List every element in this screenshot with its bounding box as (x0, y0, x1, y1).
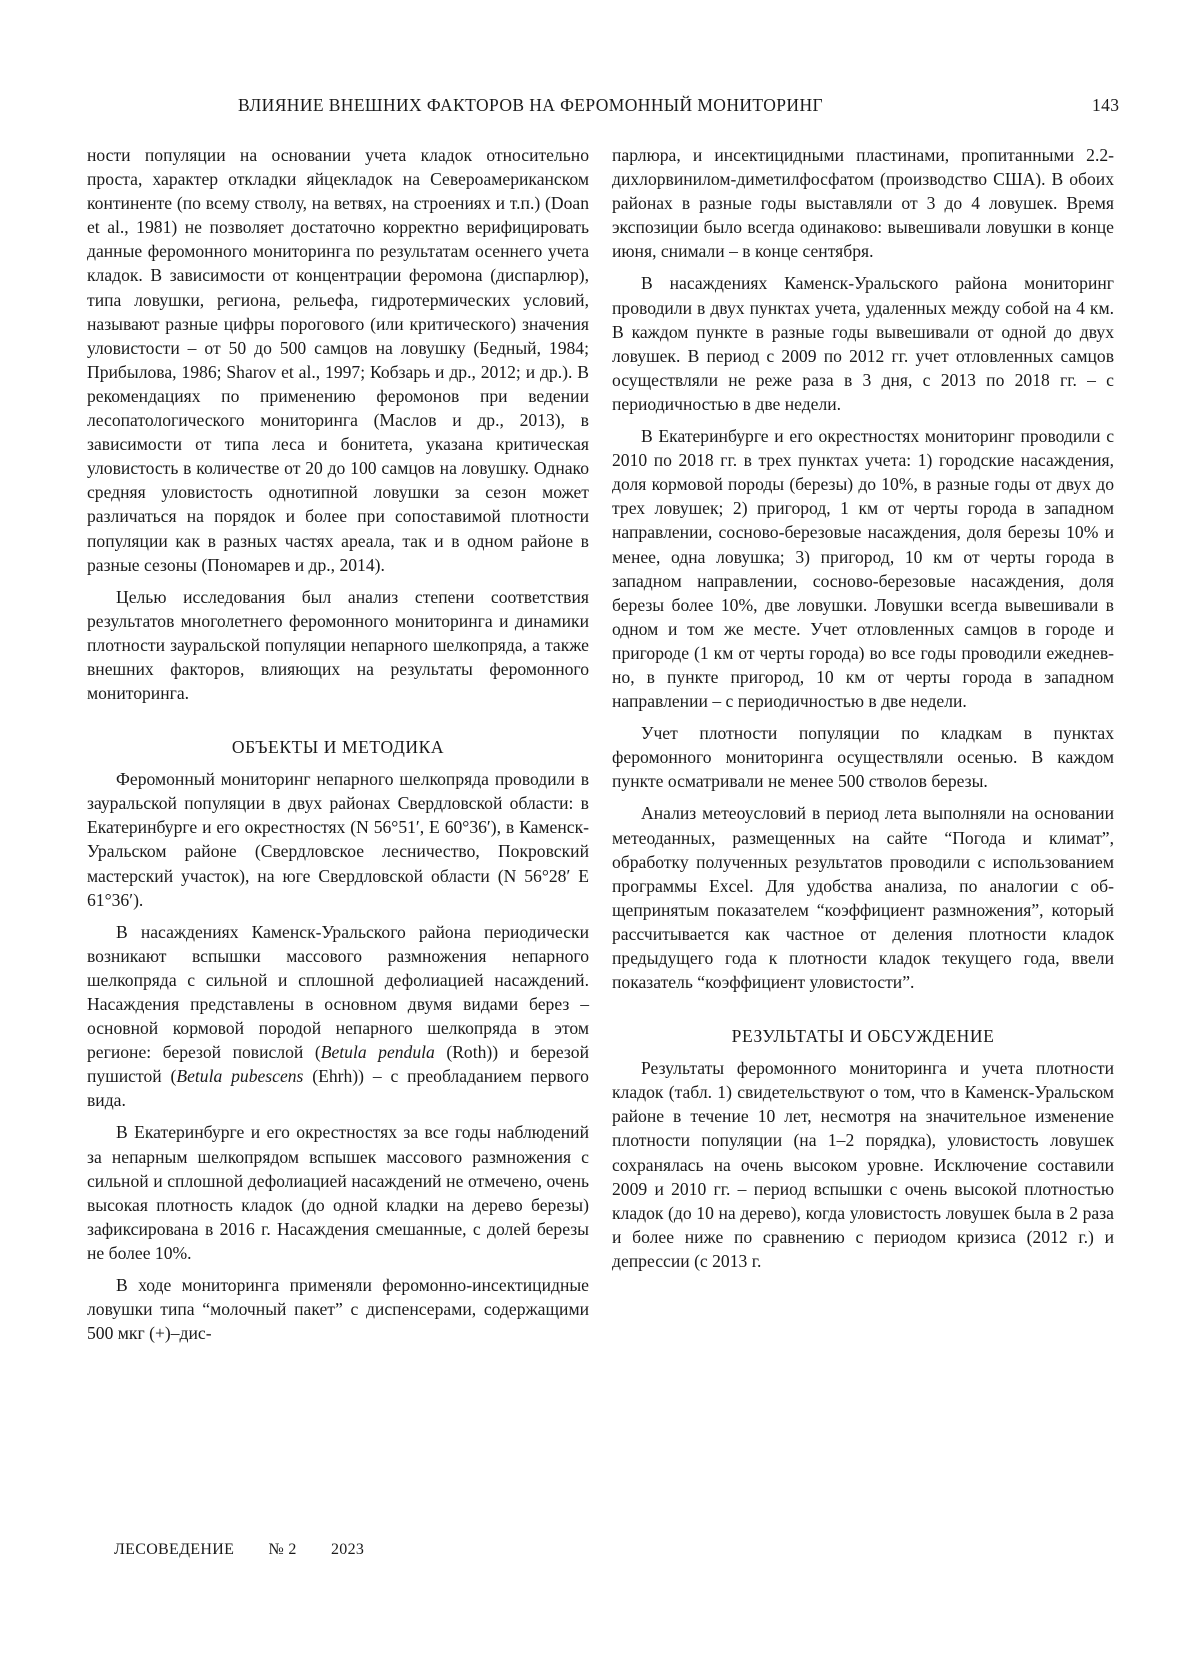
running-head (0, 95, 1200, 119)
page-number: 143 (1092, 95, 1120, 115)
running-title: ВЛИЯНИЕ ВНЕШНИХ ФАКТОРОВ НА ФЕРОМОННЫЙ МОНИТОРИНГ (238, 95, 824, 115)
paragraph: парлюра, и инсектицидными пластинами, пропитанными 2.2-дихлорвинилом-диметилфосфатом (производство США). В обоих районах в разные годы выставляли от 3 до 4 ловушек. Время экспозиции было всегда одинаково: вывешивали ловушки в конце июня, снимали – в конце сентября. (612, 145, 1114, 262)
paragraph: Феромонный мониторинг непарного шелкопряда проводили в зауральской популяции в двух районах Свердловской области: в Екатеринбурге и его окрестностях (N 56°51′, E 60°36′), в Каменск-Уральском районе (Свердловское лесничество, Покровский мастерский участок), на юге Свердловской области (N 56°28′ E 61°36′). (87, 769, 589, 910)
journal-name: ЛЕСОВЕДЕНИЕ (114, 1541, 235, 1558)
paragraph: В насаждениях Каменск-Уральского района мониторинг проводили в двух пунктах учета, удаленных между собой на 4 км. В каждом пункте в разные годы вывешивали от одной до двух ловушек. В период с 2009 по 2012 гг. учет отловленных самцов осуществляли не реже раза в 3 дня, с 2013 по 2018 гг. – с периодичностью в две недели. (612, 273, 1114, 414)
paragraph: Целью исследования был анализ степени соответствия результатов многолетнего феромонного мониторинга и динамики плотности зауральской популяции непарного шелкопряда, а также внешних факторов, влияющих на результаты феромонного мониторинга. (87, 586, 589, 704)
section-heading-results: РЕЗУЛЬТАТЫ И ОБСУЖДЕНИЕ (731, 1026, 995, 1047)
paragraph: В Екатеринбурге и его окрестностях мониторинг проводили с 2010 по 2018 гг. в трех пунктах учета: 1) городские насаждения, доля кормовой породы (березы) до 10%, в разные годы от двух до трех ловушек; 2) пригород, 1 км от черты города в западном направлении, сосново-березовые насаждения, доля березы 10% и менее, одна ловушка; 3) пригород, 10 км от черты города в западном направлении, сосново-березовые насаждения, доля березы более 10%, две ловушки. Ловушки всегда вывешивали в одном и том же месте. Учет отловленных самцов в городе и пригороде (1 км от черты города) во все годы проводили ежедневно, в пункте пригород, 10 км от черты города в западном направлении – с периодичностью в две недели. (612, 426, 1114, 712)
text-span: (Ehrh)) – с преобладанием первого вида. (87, 1066, 589, 1111)
section-heading-methods: ОБЪЕКТЫ И МЕТОДИКА (231, 737, 445, 758)
issue-number: № 2 (268, 1541, 297, 1558)
paragraph: Учет плотности популяции по кладкам в пунктах феромонного мониторинга осуществляли осенью. В каждом пункте осматривали не менее 500 стволов березы. (612, 723, 1114, 792)
paragraph: В ходе мониторинга применяли феромонно-инсектицидные ловушки типа “молочный пакет” с диспенсерами, содержащими 500 мкг (+)–дис- (87, 1275, 589, 1344)
paragraph: ности популяции на основании учета кладок относительно проста, характер откладки яйцекладок на Североамериканском континенте (по всему стволу, на ветвях, на строениях и т.п.) (Doan et al., 1981) не позволяет достаточно корректно верифицировать данные феромонного мониторинга по результатам осеннего учета кладок. В зависимости от концентрации феромона (диспарлюр), типа ловушки, региона, рельефа, гидротермических условий, называют разные цифры порогового (или критического) значения уловистости – от 50 до 500 самцов на ловушку (Бедный, 1984; Прибылова, 1986; Sharov et al., 1997; Кобзарь и др., 2012; и др.). В рекомендациях по применению феромонов при ведении лесопатологического мониторинга (Маслов и др., 2013), в зависимости от типа леса и бонитета, указана критическая уловистость в количестве от 20 до 100 самцов на ловушку. Однако средняя уловистость однотипной ловушки за сезон может различаться на порядок и более при сопоставимой плотности популяции как в разных частях ареала, так и в одном районе в разные сезоны (Пономарев и др., 2014). (87, 145, 589, 575)
text-span: (Roth)) и березой пушистой ( (87, 1042, 589, 1087)
species-name: Betula pendula (320, 1042, 435, 1063)
page-footer (114, 1541, 394, 1559)
text-span: В насаждениях Каменск-Уральского района периодически возникают вспышки массового размножения непарного шелкопряда с сильной и сплошной дефолиацией насаждений. Насаждения представлены в основном двумя видами берез – основной кормовой породой непарного шелкопряда в этом регионе: березой повислой ( (87, 921, 589, 1063)
right-column (612, 143, 1114, 1281)
paragraph (87, 920, 589, 1113)
paragraph: В Екатеринбурге и его окрестностях за все годы наблюдений за непарным шелкопрядом вспышек массового размножения с сильной и сплошной дефолиацией насаждений не отмечено, очень высокая плотность кладок (до одной кладки на дерево березы) зафиксирована в 2016 г. Насаждения смешанные, с долей березы не более 10%. (87, 1122, 589, 1263)
year: 2023 (330, 1541, 365, 1558)
species-name: Betula pubescens (176, 1066, 304, 1087)
paragraph: Анализ метеоусловий в период лета выполняли на основании метеоданных, размещенных на сайте “Погода и климат”, обработку полученных результатов проводили с использованием программы Excel. Для удобства анализа, по аналогии с общепринятым показателем “коэффициент размножения”, который рассчитывается как частное от деления плотности кладок предыдущего года к плотности кладок текущего года, ввели показатель “коэффициент уловистости”. (612, 803, 1114, 993)
left-column (87, 143, 589, 1353)
paragraph: Результаты феромонного мониторинга и учета плотности кладок (табл. 1) свидетельствуют о том, что в Каменск-Уральском районе в течение 10 лет, несмотря на значительное изменение плотности популяции (на 1–2 порядка), уловистость ловушек сохранялась на очень высоком уровне. Исключение составили 2009 и 2010 гг. – период вспышки с очень высокой плотностью кладок (до 10 на дерево), когда уловистость ловушек была в 2 раза и более ниже по сравнению с периодом кризиса (2012 г.) и депрессии (с 2013 г. (612, 1058, 1114, 1271)
